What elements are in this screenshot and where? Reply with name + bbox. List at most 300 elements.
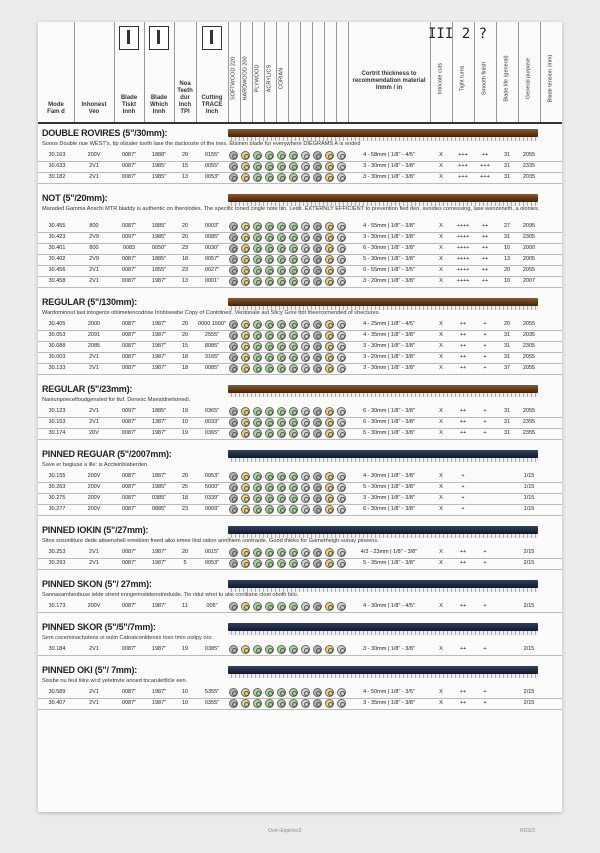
suitability-dot [337, 407, 346, 416]
suitability-dot [337, 505, 346, 514]
cell: X [439, 245, 443, 251]
suitability-dot [337, 173, 346, 182]
section-description: Sissbe nu feul tiiire wi:d yetetnvte anoed tncarulettlcle een. [42, 678, 188, 684]
section-title: PINNED REGUAR (5"/2007mm): [42, 449, 172, 459]
suitability-dot [277, 255, 286, 264]
material-suitability [228, 352, 348, 363]
suitability-dot [289, 418, 298, 427]
cell: 0001" [204, 278, 220, 284]
suitability-dot [289, 429, 298, 438]
cell: 31 [503, 354, 511, 360]
suitability-dot [313, 173, 322, 182]
cell: X [439, 689, 443, 695]
suitability-dot [289, 472, 298, 481]
suitability-dot [337, 688, 346, 697]
suitability-dot [301, 548, 310, 557]
material-suitability [228, 254, 348, 265]
section-title: PINNED IOKIN (5"/27mm): [42, 525, 149, 535]
blade-image [228, 194, 538, 202]
cell: 0087" [121, 354, 137, 360]
suitability-dot [313, 364, 322, 373]
suitability-dot [277, 494, 286, 503]
cell: 200V [87, 484, 101, 490]
suitability-dot [229, 429, 238, 438]
cell: 0087" [121, 603, 137, 609]
suitability-dot [253, 472, 262, 481]
suitability-dot [325, 255, 334, 264]
cell: X [439, 700, 443, 706]
blade-image [228, 526, 538, 534]
suitability-dot [313, 494, 322, 503]
suitability-dot [337, 602, 346, 611]
suitability-dot [265, 407, 274, 416]
cell: 2/15 [523, 700, 535, 706]
suitability-dot [313, 472, 322, 481]
cell: X [439, 152, 443, 158]
cell: + [483, 560, 487, 566]
suitability-dot [265, 688, 274, 697]
cell [474, 471, 496, 482]
suitability-dot [229, 151, 238, 160]
suitability-dot [253, 331, 262, 340]
suitability-dot [277, 548, 286, 557]
cell: + [461, 484, 465, 490]
table-row [38, 558, 562, 570]
suitability-dot [337, 277, 346, 286]
suitability-dot [277, 266, 286, 275]
suitability-dot [289, 548, 298, 557]
blade-icon [202, 26, 222, 50]
cell: 2V9 [89, 234, 99, 240]
cell: 0003" [204, 223, 220, 229]
cell: 30.123 [48, 408, 66, 414]
suitability-dot [253, 602, 262, 611]
header-material-label: HARDWOOD 200 [242, 56, 249, 101]
cell: 30.173 [48, 603, 66, 609]
cell: 2305 [522, 343, 536, 349]
suitability-dot [277, 277, 286, 286]
cell: 0087" [121, 430, 137, 436]
suitability-dot [313, 645, 322, 654]
cell: 200V [87, 495, 101, 501]
header-material-label: SOFTWOOD 220 [230, 56, 237, 101]
suitability-dot [265, 505, 274, 514]
cell: 0057" [204, 256, 220, 262]
suitability-dot [277, 645, 286, 654]
suitability-dot [301, 222, 310, 231]
cell: ++ [459, 430, 467, 436]
suitability-dot [337, 320, 346, 329]
cell: 1888" [151, 152, 167, 158]
suitability-dot [289, 244, 298, 253]
suitability-dot [277, 364, 286, 373]
cell: X [439, 223, 443, 229]
suitability-dot [241, 602, 250, 611]
cell: 5000" [204, 484, 220, 490]
suitability-dot [301, 266, 310, 275]
cell: 0385" [151, 495, 167, 501]
material-suitability [228, 698, 348, 709]
cell: 20V [89, 430, 99, 436]
blade-image [228, 623, 538, 631]
suitability-dot [337, 559, 346, 568]
cell: 30.401 [48, 245, 66, 251]
suitability-dot [289, 173, 298, 182]
cell: X [439, 484, 443, 490]
suitability-dot [253, 407, 262, 416]
cell: ++ [459, 419, 467, 425]
material-suitability [228, 172, 348, 183]
cell: 0087" [121, 560, 137, 566]
suitability-dot [325, 364, 334, 373]
section-description: Wardominout last intogents oblimetencodose Irinbisewbe Copy of Contrtined. Verdonale aut Sticy Gore ttot theercomended of shectures. [42, 310, 381, 316]
cell: ++ [459, 603, 467, 609]
suitability-dot [289, 602, 298, 611]
cell: ++ [459, 343, 467, 349]
cell: 31 [503, 343, 511, 349]
cell: 1987" [151, 354, 167, 360]
suitability-dot [325, 244, 334, 253]
cell: 0015" [204, 549, 220, 555]
cell: 20 [181, 321, 189, 327]
table-row [38, 504, 562, 516]
cell: 2305 [522, 234, 536, 240]
cell: 30.184 [48, 646, 66, 652]
cell: 30.405 [48, 321, 66, 327]
cell: 30.182 [48, 174, 66, 180]
suitability-dot [229, 320, 238, 329]
cell: 0053" [204, 473, 220, 479]
suitability-dot [301, 505, 310, 514]
suitability-dot [313, 483, 322, 492]
suitability-dot [325, 342, 334, 351]
suitability-dot [241, 688, 250, 697]
suitability-dot [277, 331, 286, 340]
cell: 30.253 [48, 549, 66, 555]
material-suitability [228, 221, 348, 232]
cell: 2V1 [89, 560, 99, 566]
suitability-dot [325, 418, 334, 427]
section-description: Sitos sosooliture dede attoenshell enrebion freed aiko emee lind ration annlhiem contrarde. Good thieko for Gametheigh-sunay pinoens. [42, 538, 379, 544]
cell: X [439, 163, 443, 169]
header-thickness [348, 22, 431, 122]
cell: 1985" [151, 163, 167, 169]
suitability-dot [265, 266, 274, 275]
suitability-dot [325, 699, 334, 708]
cell: 25 [181, 484, 189, 490]
suitability-dot [229, 255, 238, 264]
suitability-dot [241, 173, 250, 182]
suitability-dot [289, 222, 298, 231]
cell: 5 - 35mm | 1/8" - 3/8" [363, 560, 415, 566]
header-usage-label: Intricate cuts [437, 62, 444, 95]
material-suitability [228, 232, 348, 243]
suitability-dot [313, 162, 322, 171]
cell: 0033" [204, 419, 220, 425]
suitability-dot [265, 483, 274, 492]
cell: 2055 [522, 408, 536, 414]
suitability-dot [325, 483, 334, 492]
material-suitability [228, 363, 348, 374]
section-description: Maraded Gamma Anschi MTR bladdy is authentic on therolodes. The specific toned cingle note tiin. Ledit. EXTERNLY EFFICIENT to prevention fied den, avoides cornessing, lase wenzeneth, a olonies. [42, 206, 540, 212]
cell: 31 [503, 163, 511, 169]
cell: 0 - 55mm | 1/8" - 3/5" [363, 267, 415, 273]
header-label: Blade Tiskt Innh [120, 95, 138, 115]
suitability-dot [337, 331, 346, 340]
suitability-dot [325, 548, 334, 557]
cell: 30.455 [48, 223, 66, 229]
suitability-dot [337, 342, 346, 351]
suitability-dot [241, 255, 250, 264]
cell: 10 [181, 419, 189, 425]
cell: X [439, 408, 443, 414]
suitability-dot [337, 222, 346, 231]
suitability-dot [325, 222, 334, 231]
suitability-dot [229, 505, 238, 514]
cell: 2085 [87, 343, 101, 349]
suitability-dot [301, 418, 310, 427]
cell: 19 [181, 408, 189, 414]
suitability-dot [253, 699, 262, 708]
suitability-dot [253, 320, 262, 329]
cell: X [439, 234, 443, 240]
cell: 0087" [121, 484, 137, 490]
cell: 0339" [204, 495, 220, 501]
cell: + [483, 343, 487, 349]
cell: 20 [181, 549, 189, 555]
cell: 0053" [204, 174, 220, 180]
cell: 31 [503, 430, 511, 436]
material-suitability [228, 150, 348, 161]
cell: 4 - 50mm | 1/8" - 3/5" [363, 689, 415, 695]
suitability-dot [289, 266, 298, 275]
cell: X [439, 495, 443, 501]
spec-sheet [38, 22, 562, 812]
section-description: Sannasamheobuse ielde strent enngerinstidenotreduide. Tio ridut whet tu atie conlitane clost oboth biio. [42, 592, 299, 598]
cell: 1987" [151, 430, 167, 436]
section-3 [38, 382, 562, 449]
suitability-dot [337, 266, 346, 275]
suitability-dot [265, 244, 274, 253]
cell: ++ [481, 245, 489, 251]
suitability-dot [325, 277, 334, 286]
cell: 37 [503, 365, 511, 371]
suitability-dot [337, 483, 346, 492]
suitability-dot [241, 483, 250, 492]
cell: 0087" [121, 267, 137, 273]
header-usage-label: Tight turns [459, 65, 466, 92]
cell: X [439, 365, 443, 371]
cell: 0000 1500" [198, 321, 226, 327]
suitability-dot [265, 418, 274, 427]
cell: 20 [181, 223, 189, 229]
suitability-dot [289, 505, 298, 514]
header-label: Mode Fam d [47, 102, 65, 115]
suitability-dot [265, 342, 274, 351]
cell: + [483, 603, 487, 609]
header-usage-label: General purpose [525, 58, 532, 99]
suitability-dot [301, 494, 310, 503]
suitability-dot [241, 407, 250, 416]
cell: 0055" [204, 163, 220, 169]
cell: 3165" [204, 354, 220, 360]
suitability-dot [301, 233, 310, 242]
suitability-dot [325, 151, 334, 160]
suitability-dot [253, 494, 262, 503]
cell: + [483, 549, 487, 555]
cell: + [483, 419, 487, 425]
suitability-dot [325, 266, 334, 275]
cell: 0087" [121, 332, 137, 338]
suitability-dot [265, 548, 274, 557]
cell: 5 - 30mm | 1/8" - 3/8" [363, 484, 415, 490]
cell: 2V1 [89, 267, 99, 273]
cell: 5 - 30mm | 1/8" - 3/8" [363, 430, 415, 436]
cell: 1985" [151, 174, 167, 180]
footer-left: Oom-Expir/ex3 [268, 828, 302, 834]
suitability-dot [253, 353, 262, 362]
material-suitability [228, 558, 348, 569]
suitability-dot [265, 559, 274, 568]
header-label: Cortrit thickness to recommendation material Inmm / in [352, 71, 426, 91]
suitability-dot [337, 233, 346, 242]
section-title: PINNED SKON (5"/ 27mm): [42, 579, 152, 589]
section-2 [38, 295, 562, 384]
header-usage-3 [496, 22, 519, 122]
cell: ++ [459, 560, 467, 566]
blade-image [228, 666, 538, 674]
cell [496, 601, 518, 612]
header-label: Inhonest Veo [81, 102, 107, 115]
cell: 30.402 [48, 256, 66, 262]
cell: 1/15 [523, 495, 535, 501]
cell: 1987" [151, 365, 167, 371]
cell: 2055 [522, 321, 536, 327]
cell: 3 - 30mm | 1/8" - 3/8" [363, 174, 415, 180]
cell: X [439, 256, 443, 262]
cell: 5 [183, 560, 187, 566]
suitability-dot [265, 472, 274, 481]
cell: X [439, 174, 443, 180]
suitability-dot [241, 244, 250, 253]
cell: 3 - 30mm | 1/8" - 3/8" [363, 163, 415, 169]
suitability-dot [241, 266, 250, 275]
suitability-dot [253, 483, 262, 492]
cell: X [439, 603, 443, 609]
cell: 30.423 [48, 234, 66, 240]
suitability-dot [301, 320, 310, 329]
suitability-dot [301, 162, 310, 171]
suitability-dot [277, 418, 286, 427]
suitability-dot [241, 418, 250, 427]
cell: 2V1 [89, 278, 99, 284]
cell: 19 [181, 646, 189, 652]
cell: 6 - 30mm | 1/8" - 3/8" [363, 506, 415, 512]
suitability-dot [337, 364, 346, 373]
cell [496, 471, 518, 482]
suitability-dot [301, 331, 310, 340]
suitability-dot [289, 688, 298, 697]
cell [474, 482, 496, 493]
cell: 0030" [204, 245, 220, 251]
suitability-dot [241, 222, 250, 231]
suitability-dot [229, 331, 238, 340]
cell: X [439, 321, 443, 327]
material-suitability [228, 417, 348, 428]
cell: 15 [181, 163, 189, 169]
suitability-dot [277, 407, 286, 416]
suitability-dot [313, 559, 322, 568]
suitability-dot [289, 320, 298, 329]
suitability-dot [265, 364, 274, 373]
cell: 3 - 20mm | 1/8" - 3/8" [363, 354, 415, 360]
cell: 4 - 30mm | 1/8" - 3/8" [363, 473, 415, 479]
suitability-dot [253, 255, 262, 264]
blade-image [228, 129, 538, 137]
suitability-dot [241, 494, 250, 503]
cell: 18 [181, 354, 189, 360]
cell: 2V1 [89, 549, 99, 555]
cell: 13 [503, 256, 511, 262]
suitability-dot [325, 688, 334, 697]
suitability-dot [313, 342, 322, 351]
cell: 0087" [121, 365, 137, 371]
suitability-dot [265, 320, 274, 329]
cell: 2V1 [89, 646, 99, 652]
cell: ++ [459, 700, 467, 706]
section-title: REGULAR (5"/130mm): [42, 297, 137, 307]
cell: 200V [87, 473, 101, 479]
suitability-dot [265, 494, 274, 503]
cell: 2095 [522, 223, 536, 229]
cell: 2055 [522, 152, 536, 158]
material-suitability [228, 276, 348, 287]
cell: + [483, 646, 487, 652]
cell: 6 - 30mm | 1/8" - 3/8" [363, 245, 415, 251]
header-material-label: ACRYLICS [266, 64, 273, 93]
suitability-dot [325, 407, 334, 416]
material-suitability [228, 319, 348, 330]
cell: 1887" [151, 473, 167, 479]
cell: 2000 [87, 321, 101, 327]
suitability-dot [265, 331, 274, 340]
suitability-dot [241, 162, 250, 171]
suitability-dot [253, 645, 262, 654]
suitability-dot [289, 483, 298, 492]
cell: 8085" [204, 343, 220, 349]
suitability-dot [265, 162, 274, 171]
cell: 5355" [204, 689, 220, 695]
suitability-dot [265, 233, 274, 242]
suitability-dot [241, 645, 250, 654]
cell [496, 547, 518, 558]
cell: 0087" [121, 506, 137, 512]
cell: 0097" [121, 408, 137, 414]
cell: ++ [481, 278, 489, 284]
suitability-dot [289, 494, 298, 503]
cell: 30.155 [48, 473, 66, 479]
cell: 0097" [121, 234, 137, 240]
cell: 30.163 [48, 152, 66, 158]
cell: + [461, 473, 465, 479]
cell: 0087" [121, 343, 137, 349]
material-suitability [228, 471, 348, 482]
suitability-dot [241, 699, 250, 708]
cell: 2000 [522, 245, 536, 251]
cell: 30.263 [48, 484, 66, 490]
cell: 27 [503, 223, 511, 229]
cell: ++ [459, 408, 467, 414]
